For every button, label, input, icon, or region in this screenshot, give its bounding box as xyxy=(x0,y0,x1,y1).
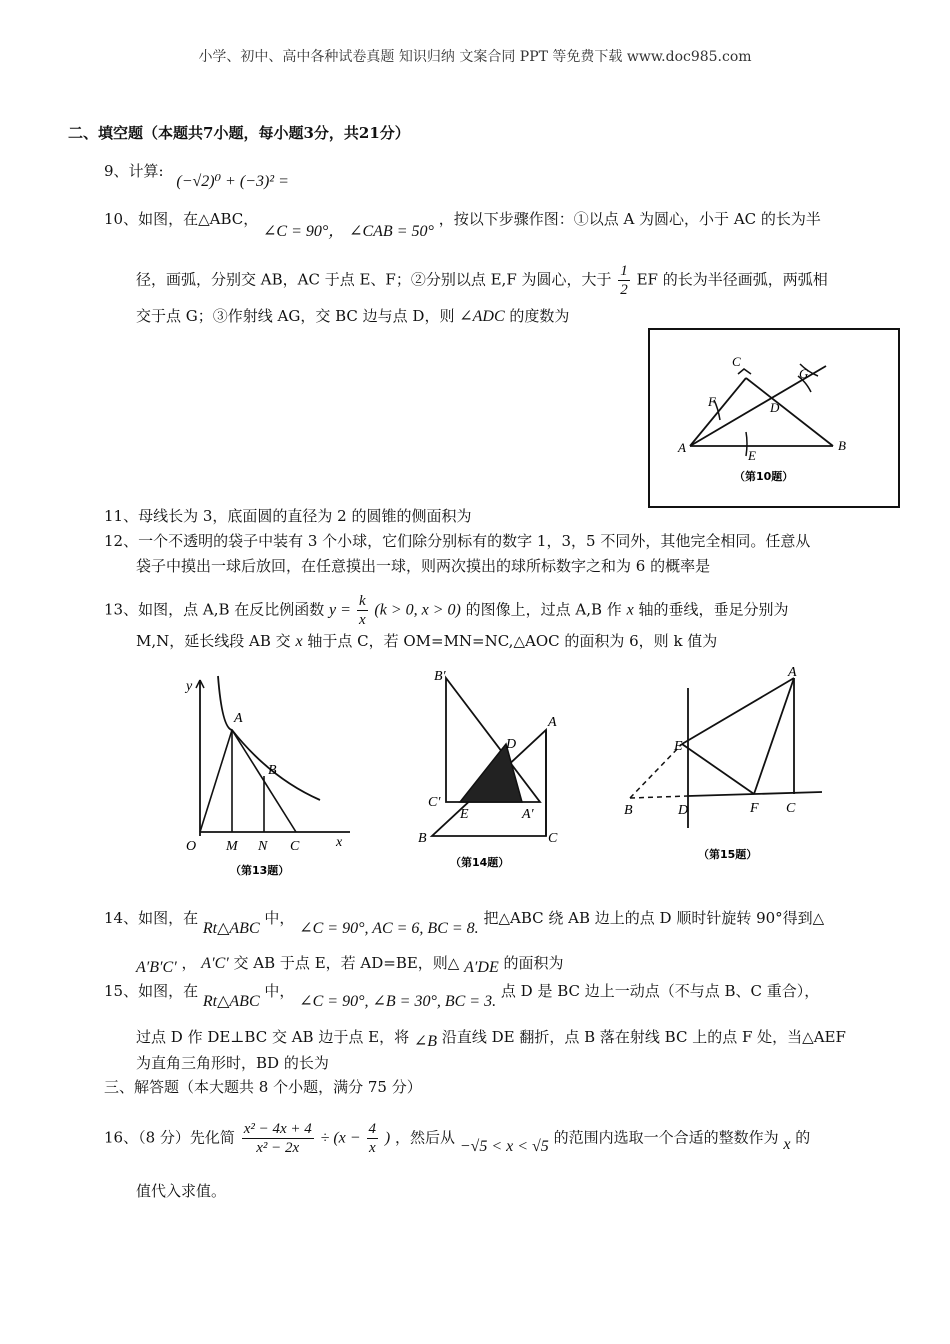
q10-angle-cab: ∠CAB = 50° xyxy=(349,223,434,240)
q13-condition: (k > 0, x > 0) xyxy=(374,601,461,619)
fig13-label-o: O xyxy=(186,839,197,854)
fig14-label-c1: C′ xyxy=(428,795,441,810)
fig10-caption: （第10题） xyxy=(734,470,794,483)
q14-l2b: ， xyxy=(181,954,197,972)
figure-15 xyxy=(616,660,836,872)
fig14-label-d: D xyxy=(506,737,517,752)
question-9 xyxy=(104,160,289,190)
question-13-line2 xyxy=(136,630,717,653)
fig15-label-a: A xyxy=(788,665,797,680)
fig15-label-c: C xyxy=(786,801,796,816)
fig13-caption: （第13题） xyxy=(230,864,290,877)
q15-text-b: 中， xyxy=(264,982,295,1000)
figure-10 xyxy=(648,328,900,508)
q13-fraction: $\frac{k}{x}$ xyxy=(358,593,366,628)
question-14-line1 xyxy=(104,907,825,937)
fig13-label-n: N xyxy=(258,839,268,854)
question-11: 11、母线长为 3，底面圆的直径为 2 的圆锥的侧面积为 xyxy=(104,507,472,525)
fig15-label-e: E xyxy=(674,739,683,754)
q14-l2a: A′B′C′ xyxy=(136,959,177,976)
section-3-title: 三、解答题（本大题共 8 个小题，满分 75 分） xyxy=(104,1078,422,1096)
fig14-label-c: C xyxy=(548,831,558,846)
q10-text3: EF 的长为半径画弧，两弧相 xyxy=(636,270,828,289)
q13-text-a: 13、如图，点 A,B 在反比例函数 xyxy=(104,600,325,619)
fig13-label-x: x xyxy=(336,835,343,850)
q16-fraction-1: $\frac{\text{x² − 4x + 4}}{\text{x² − 2x}}$ xyxy=(243,1121,312,1156)
question-14-line2 xyxy=(136,952,564,975)
q16-text-c: 的范围内选取一个合适的整数作为 xyxy=(553,1128,779,1147)
q14-text-c: 把△ABC 绕 AB 边上的点 D 顺时针旋转 90°得到△ xyxy=(483,909,825,927)
q10-text4: 交于点 G；③作射线 AG，交 BC 边与点 D，则 xyxy=(136,307,455,325)
q14-l2d: 交 AB 于点 E，若 AD=BE，则△ xyxy=(233,954,460,972)
fig10-label-a: A xyxy=(678,440,686,455)
fig13-label-y: y xyxy=(186,679,193,694)
q15-l2b: ∠B xyxy=(413,1033,438,1050)
fig14-label-b1: B′ xyxy=(434,669,446,684)
figure-13 xyxy=(160,668,360,888)
q15-text-c: 点 D 是 BC 边上一动点（不与点 B、C 重合）， xyxy=(500,982,820,1000)
question-10-line1 xyxy=(104,208,821,240)
fig10-label-f: F xyxy=(708,394,716,409)
fig14-label-a: A xyxy=(548,715,557,730)
q13-x: x xyxy=(626,601,634,619)
q16-text-a: 16、（8 分）先化简 xyxy=(104,1128,235,1147)
q15-text-a: 15、如图，在 xyxy=(104,982,199,1000)
fig15-label-d: D xyxy=(678,803,689,818)
q15-l2a: 过点 D 作 DE⊥BC 交 AB 边于点 E，将 xyxy=(136,1028,410,1046)
q13-fn: y = xyxy=(329,601,355,619)
q15-l2c: 沿直线 DE 翻折，点 B 落在射线 BC 上的点 F 处，当△AEF xyxy=(441,1028,846,1046)
question-15-line3: 为直角三角形时，BD 的长为 xyxy=(136,1054,329,1072)
fig15-caption: （第15题） xyxy=(698,848,758,861)
fig10-label-d: D xyxy=(770,400,780,415)
q15-condition: ∠C = 90°, ∠B = 30°, BC = 3. xyxy=(299,993,497,1010)
question-12-line1: 12、一个不透明的袋子中装有 3 个小球，它们除分别标有的数字 1，3，5 不同外，其他完全相同。任意从 xyxy=(104,532,811,550)
q16-x: x xyxy=(783,1135,791,1153)
fig13-label-b: B xyxy=(268,763,277,778)
fig14-label-b: B xyxy=(418,831,427,846)
fig15-label-b: B xyxy=(624,803,633,818)
q14-condition: ∠C = 90°, AC = 6, BC = 8. xyxy=(299,920,479,937)
q14-text-b: 中， xyxy=(264,909,295,927)
q10-text1: ，按以下步骤作图：①以点 A 为圆心，小于 AC 的长为半 xyxy=(438,210,821,228)
fig10-label-c: C xyxy=(732,354,741,369)
question-10-line2 xyxy=(136,262,828,299)
q16-range: −√5 < x < √5 xyxy=(459,1137,549,1155)
q10-fraction: $\frac{1}{2}$ xyxy=(620,263,628,298)
fig13-label-c: C xyxy=(290,839,300,854)
fig14-caption: （第14题） xyxy=(450,856,510,869)
fig13-label-m: M xyxy=(226,839,238,854)
q16-divide: ÷ (x − xyxy=(320,1129,365,1147)
q16-text-b: ，然后从 xyxy=(394,1128,455,1147)
question-13-line1 xyxy=(104,592,788,629)
question-15-line1 xyxy=(104,980,820,1010)
question-15-line2 xyxy=(136,1026,846,1049)
q13-text-b: 的图像上，过点 A,B 作 xyxy=(465,600,622,619)
q16-text-d: 的 xyxy=(795,1128,811,1147)
fig14-label-e: E xyxy=(460,807,469,822)
question-16-line1 xyxy=(104,1120,810,1157)
fig10-label-g: G xyxy=(799,366,809,381)
q13-l2a: M,N，延长线段 AB 交 xyxy=(136,632,291,650)
q10-angle-adc: ∠ADC xyxy=(459,308,505,325)
fig15-label-f: F xyxy=(750,801,759,816)
question-12-line2: 袋子中摸出一球后放回，在任意摸出一球，则两次摸出的球所标数字之和为 6 的概率是 xyxy=(136,557,711,575)
q9-number: 9、计算: xyxy=(104,162,164,180)
q13-l2b: x xyxy=(295,633,303,650)
q14-l2c: A′C′ xyxy=(201,955,229,972)
figure-14 xyxy=(410,660,580,888)
q15-rt: Rt△ABC xyxy=(202,993,260,1010)
question-10-line3 xyxy=(136,305,569,328)
q16-close-paren: ) xyxy=(384,1129,391,1147)
fig14-label-a1: A′ xyxy=(522,807,534,822)
question-16-line2: 值代入求值。 xyxy=(136,1182,227,1200)
fig13-label-a: A xyxy=(234,711,243,726)
fig10-label-b: B xyxy=(838,438,846,453)
q10-text6: 的度数为 xyxy=(509,307,570,325)
q14-rt: Rt△ABC xyxy=(202,920,260,937)
q9-expression: (−√2)⁰ + (−3)² = xyxy=(176,173,289,190)
q16-fraction-2: $\frac{4}{x}$ xyxy=(368,1121,377,1156)
q14-l2e: A′DE xyxy=(464,959,499,976)
q10-angle-c: ∠C = 90°， xyxy=(263,223,345,240)
q13-text-c: 轴的垂线，垂足分别为 xyxy=(638,600,789,619)
fig10-label-e: E xyxy=(748,448,756,463)
page-header: 小学、初中、高中各种试卷真题 知识归纳 文案合同 PPT 等免费下载 www.doc985.com xyxy=(198,49,752,65)
section-2-title: 二、填空题（本题共7小题，每小题3分，共21分） xyxy=(68,124,410,142)
q14-l2f: 的面积为 xyxy=(503,954,564,972)
q13-l2c: 轴于点 C，若 OM=MN=NC,△AOC 的面积为 6，则 k 值为 xyxy=(307,632,718,650)
q10-number: 10、如图，在△ABC， xyxy=(104,210,259,228)
q14-text-a: 14、如图，在 xyxy=(104,909,199,927)
q10-text2: 径，画弧，分别交 AB，AC 于点 E、F；②分别以点 E,F 为圆心，大于 xyxy=(136,270,612,289)
